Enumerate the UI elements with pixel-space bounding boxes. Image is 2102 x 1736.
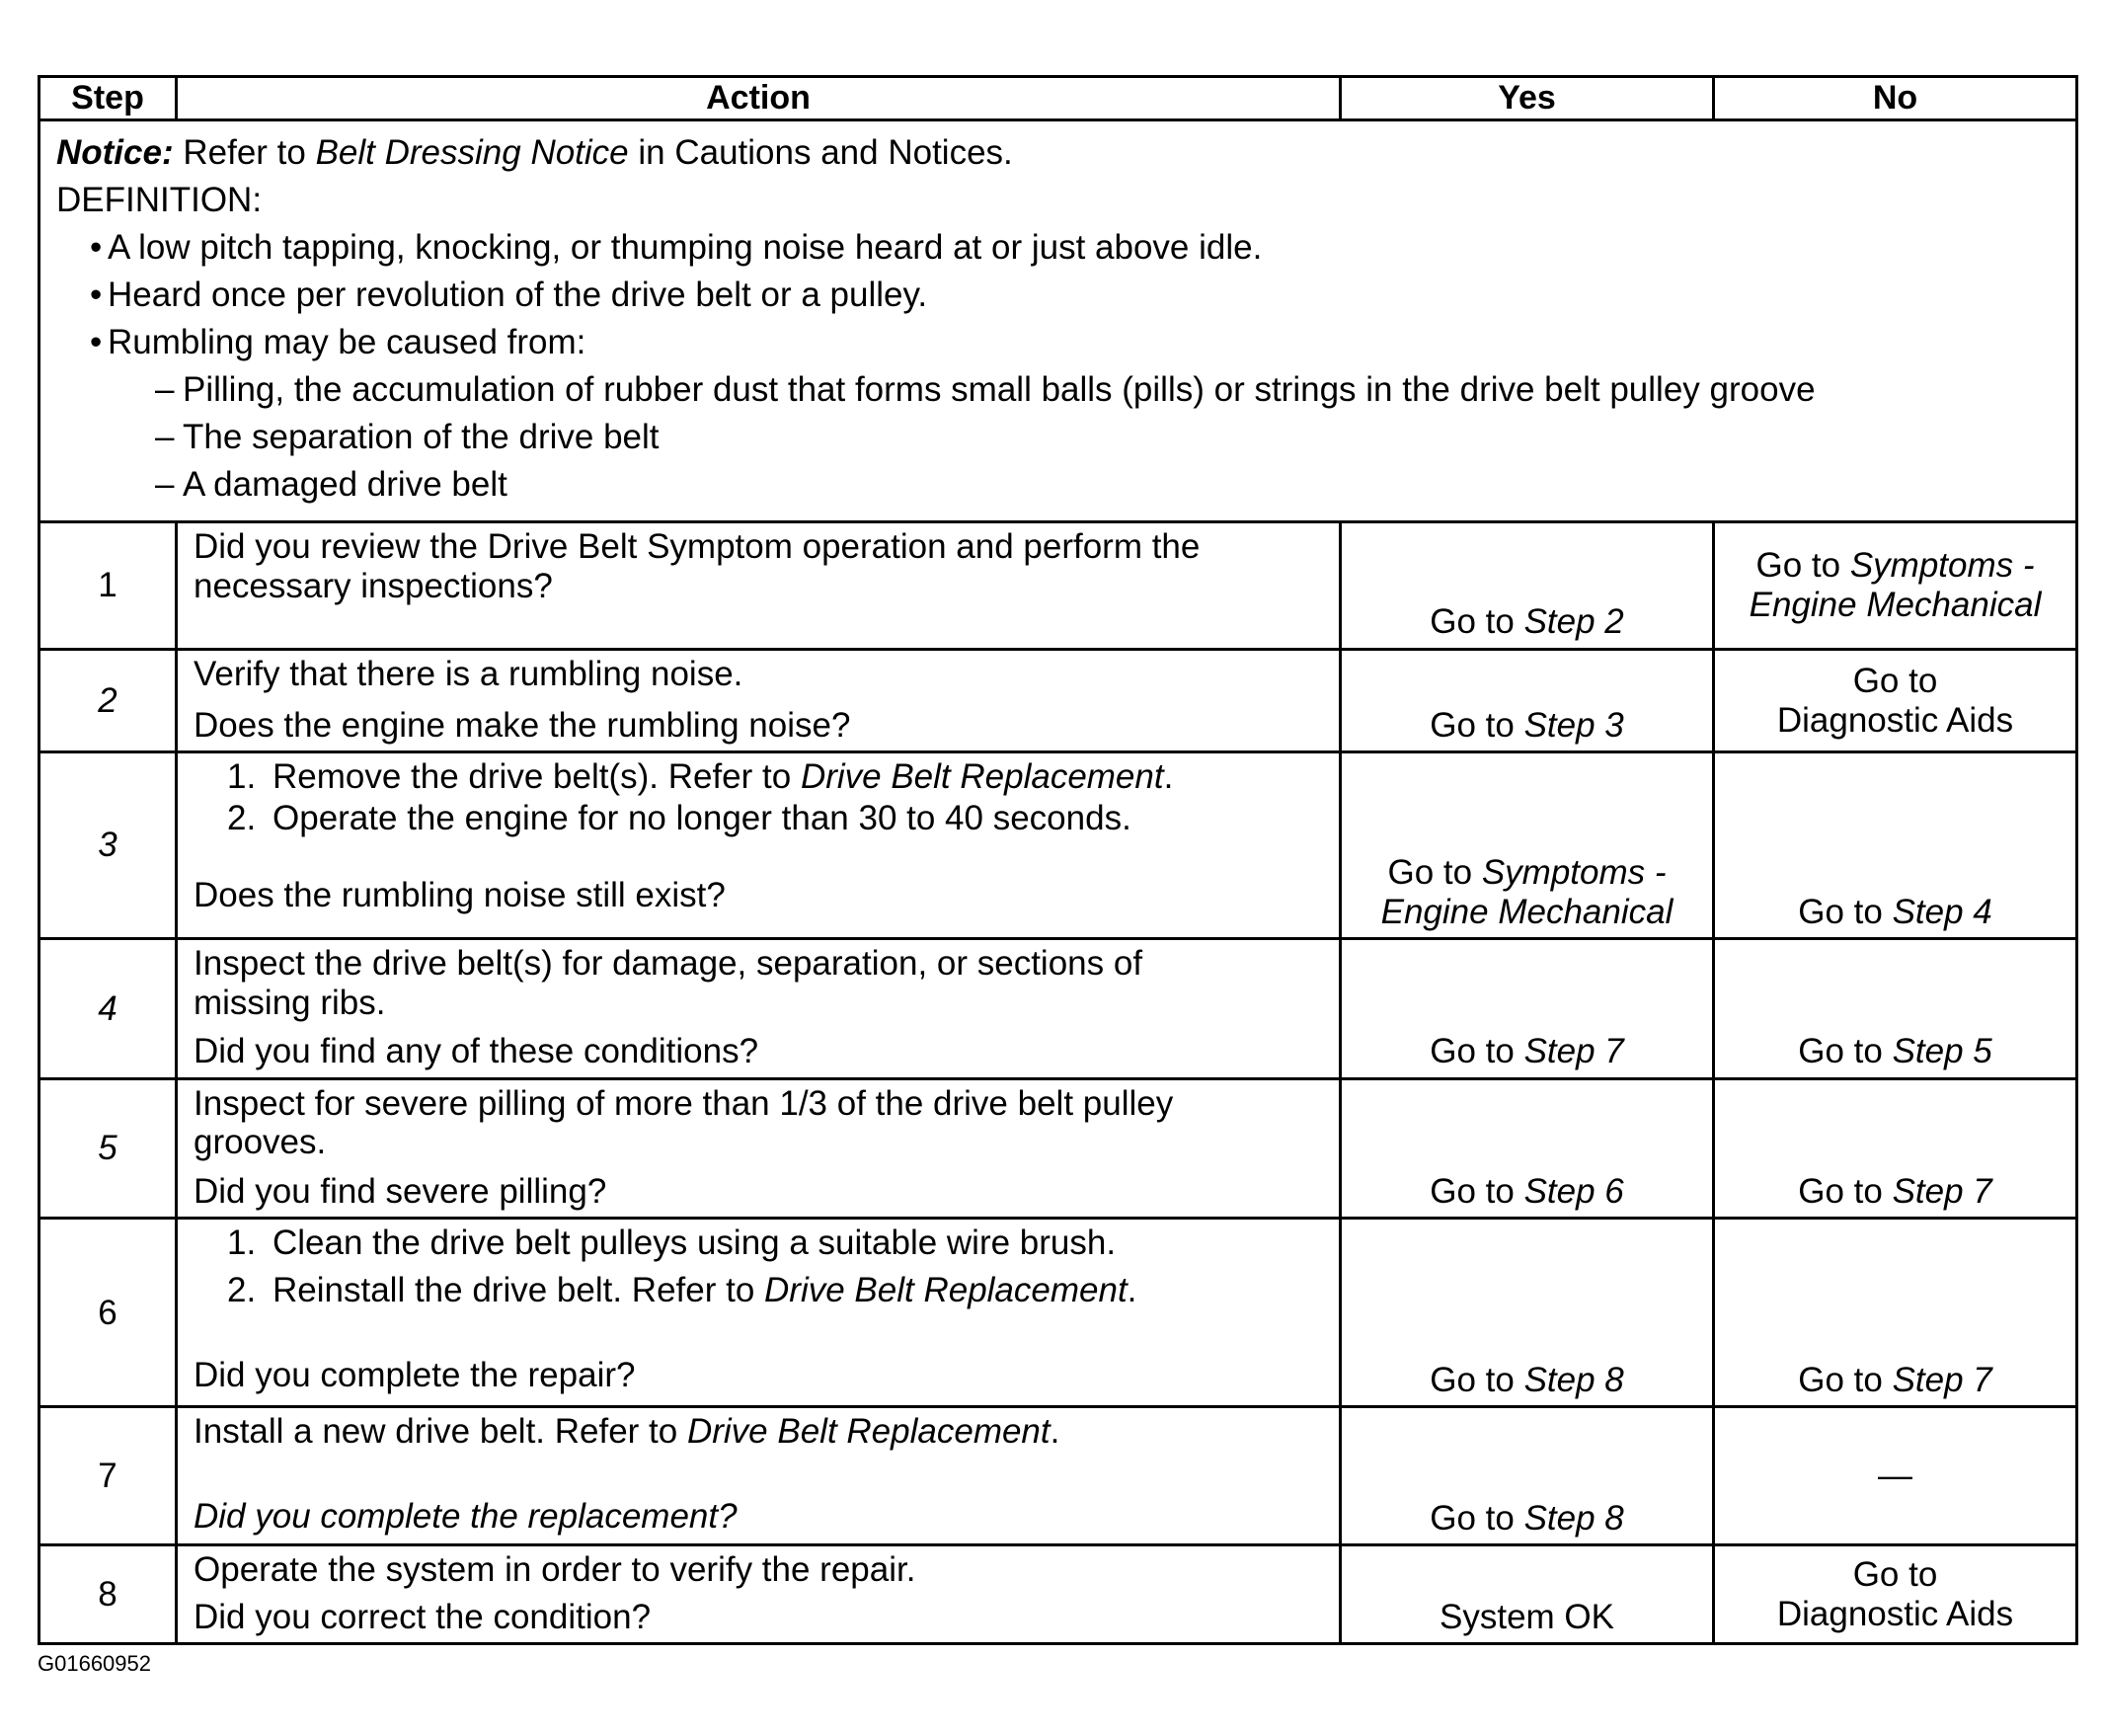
- action-question: Did you complete the repair?: [194, 1356, 636, 1395]
- substep-ref: Drive Belt Replacement: [800, 757, 1164, 797]
- no-text: Go to: [1852, 662, 1938, 700]
- definition-bullet: • Rumbling may be caused from:: [56, 319, 2060, 366]
- substep: [194, 1271, 1323, 1318]
- yes-pre: Go to: [1387, 853, 1482, 892]
- figure-id: G01660952: [38, 1651, 151, 1676]
- table-row: [39, 650, 2077, 752]
- cause-text: A damaged drive belt: [183, 465, 507, 504]
- substep-number: 2.: [227, 799, 257, 838]
- yes-cell: [1341, 752, 1714, 939]
- substep-number: 1.: [227, 1223, 257, 1263]
- yes-cell: System OK: [1341, 1545, 1714, 1644]
- no-pre: Go to: [1755, 546, 1850, 586]
- action-cell: [177, 1078, 1341, 1219]
- no-pre: Go to: [1798, 1360, 1893, 1399]
- action-question: Did you complete the replacement?: [194, 1496, 738, 1536]
- header-no: No: [1714, 77, 2077, 120]
- no-cell: [1714, 650, 2077, 752]
- no-cell: —: [1714, 1407, 2077, 1545]
- cause-text: Pilling, the accumulation of rubber dust that forms small balls (pills) or strings in the drive belt pulley groove: [183, 370, 1816, 409]
- step-number: 2: [39, 650, 177, 752]
- no-cell: [1714, 522, 2077, 650]
- yes-cell: [1341, 939, 1714, 1079]
- step-number: 6: [39, 1219, 177, 1407]
- yes-cell: [1341, 1078, 1714, 1219]
- cause-text: The separation of the drive belt: [183, 418, 660, 456]
- yes-ref: Step 6: [1523, 1171, 1624, 1211]
- no-pre: Go to: [1798, 1032, 1893, 1071]
- cause-item: [56, 366, 2060, 414]
- no-ref: Step 4: [1892, 892, 1992, 931]
- yes-pre: Go to: [1430, 1498, 1524, 1538]
- step-number: 7: [39, 1407, 177, 1545]
- action-question: Does the rumbling noise still exist?: [194, 876, 726, 915]
- action-text: missing ribs.: [194, 983, 386, 1022]
- action-text: Verify that there is a rumbling noise.: [194, 655, 743, 693]
- yes-cell: [1341, 1219, 1714, 1407]
- substep: [194, 1223, 1323, 1271]
- yes-pre: Go to: [1430, 602, 1524, 642]
- substep-text: Clean the drive belt pulleys using a suitable wire brush.: [272, 1223, 1117, 1263]
- action-cell: [177, 522, 1341, 650]
- table-row: [39, 939, 2077, 1079]
- action-post: .: [1050, 1412, 1060, 1452]
- notice-line: [56, 129, 2060, 177]
- header-action: Action: [177, 77, 1341, 120]
- yes-ref: Step 7: [1523, 1032, 1624, 1071]
- no-cell: [1714, 752, 2077, 939]
- action-text: grooves.: [194, 1123, 327, 1162]
- notice-cell: [39, 120, 2077, 522]
- action-cell: [177, 650, 1341, 752]
- cause-item: [56, 461, 2060, 509]
- no-pre: Go to: [1798, 892, 1893, 931]
- no-cell: [1714, 1078, 2077, 1219]
- yes-ref: Step 8: [1523, 1498, 1624, 1538]
- diagnostic-table: [38, 75, 2078, 1645]
- substep-number: 2.: [227, 1271, 257, 1310]
- no-cell: [1714, 939, 2077, 1079]
- substep-text: Operate the engine for no longer than 30 to 40 seconds.: [272, 799, 1131, 838]
- no-text: Go to: [1852, 1555, 1938, 1595]
- notice-post: in Cautions and Notices.: [628, 133, 1013, 172]
- step-number: 4: [39, 939, 177, 1079]
- action-cell: [177, 1407, 1341, 1545]
- yes-ref-2: Engine Mechanical: [1380, 892, 1674, 931]
- action-text: Operate the system in order to verify the repair.: [194, 1550, 916, 1590]
- action-cell: [177, 939, 1341, 1079]
- notice-pre: Refer to: [173, 133, 316, 172]
- no-text-2: Diagnostic Aids: [1776, 700, 2014, 740]
- action-question: Did you find any of these conditions?: [194, 1032, 759, 1071]
- action-question: Did you correct the condition?: [194, 1597, 652, 1636]
- substep-ref: Drive Belt Replacement: [764, 1271, 1128, 1310]
- action-text: Inspect for severe pilling of more than 1/3 of the drive belt pulley: [194, 1083, 1174, 1123]
- table-row: [39, 522, 2077, 650]
- yes-ref: Symptoms -: [1481, 853, 1667, 892]
- yes-pre: Go to: [1430, 1360, 1524, 1399]
- definition-bullet: • Heard once per revolution of the drive belt or a pulley.: [56, 272, 2060, 319]
- action-question: Did you find severe pilling?: [194, 1171, 607, 1211]
- yes-pre: Go to: [1430, 1032, 1524, 1071]
- yes-pre: Go to: [1430, 1171, 1524, 1211]
- action-cell: [177, 1219, 1341, 1407]
- table-row: [39, 752, 2077, 939]
- yes-ref: Step 2: [1523, 602, 1624, 642]
- substep-post: .: [1127, 1271, 1137, 1310]
- step-number: 3: [39, 752, 177, 939]
- no-pre: Go to: [1798, 1171, 1893, 1211]
- yes-cell: [1341, 1407, 1714, 1545]
- no-cell: [1714, 1219, 2077, 1407]
- action-cell: [177, 1545, 1341, 1644]
- substep-post: .: [1163, 757, 1174, 797]
- header-yes: Yes: [1341, 77, 1714, 120]
- action-text: necessary inspections?: [194, 566, 553, 605]
- no-ref-2: Engine Mechanical: [1749, 586, 2042, 624]
- no-ref: Step 5: [1892, 1032, 1992, 1071]
- table-row: [39, 1545, 2077, 1644]
- yes-cell: [1341, 522, 1714, 650]
- header-row: [39, 77, 2077, 120]
- no-ref: Symptoms -: [1849, 546, 2035, 586]
- yes-cell: [1341, 650, 1714, 752]
- action-ref: Drive Belt Replacement: [686, 1412, 1051, 1452]
- substep: [194, 799, 1323, 840]
- action-pre: Install a new drive belt. Refer to: [194, 1412, 687, 1452]
- action-text: Inspect the drive belt(s) for damage, separation, or sections of: [194, 944, 1143, 984]
- substep-pre: Remove the drive belt(s). Refer to: [272, 757, 801, 797]
- table-row: [39, 1407, 2077, 1545]
- yes-ref: Step 3: [1523, 705, 1624, 745]
- definition-label: DEFINITION:: [56, 181, 263, 219]
- table-row: [39, 1219, 2077, 1407]
- substep-number: 1.: [227, 757, 257, 797]
- yes-ref: Step 8: [1523, 1360, 1624, 1399]
- no-cell: [1714, 1545, 2077, 1644]
- cause-item: [56, 414, 2060, 461]
- action-text: [194, 1412, 1323, 1452]
- action-cell: [177, 752, 1341, 939]
- step-number: 8: [39, 1545, 177, 1644]
- no-ref: Step 7: [1892, 1171, 1992, 1211]
- notice-ref: Belt Dressing Notice: [315, 133, 629, 172]
- table-row: [39, 1078, 2077, 1219]
- step-number: 1: [39, 522, 177, 650]
- action-question: Does the engine make the rumbling noise?: [194, 705, 851, 745]
- no-ref: Step 7: [1892, 1360, 1992, 1399]
- step-number: 5: [39, 1078, 177, 1219]
- substep: [194, 757, 1323, 799]
- notice-row: [39, 120, 2077, 522]
- yes-pre: Go to: [1430, 705, 1524, 745]
- no-text-2: Diagnostic Aids: [1776, 1594, 2014, 1633]
- action-text: Did you review the Drive Belt Symptom operation and perform the: [194, 527, 1201, 566]
- notice-label: Notice:: [56, 133, 174, 172]
- header-step: Step: [39, 77, 177, 120]
- definition-bullet: • A low pitch tapping, knocking, or thumping noise heard at or just above idle.: [56, 224, 2060, 272]
- substep-pre: Reinstall the drive belt. Refer to: [272, 1271, 765, 1310]
